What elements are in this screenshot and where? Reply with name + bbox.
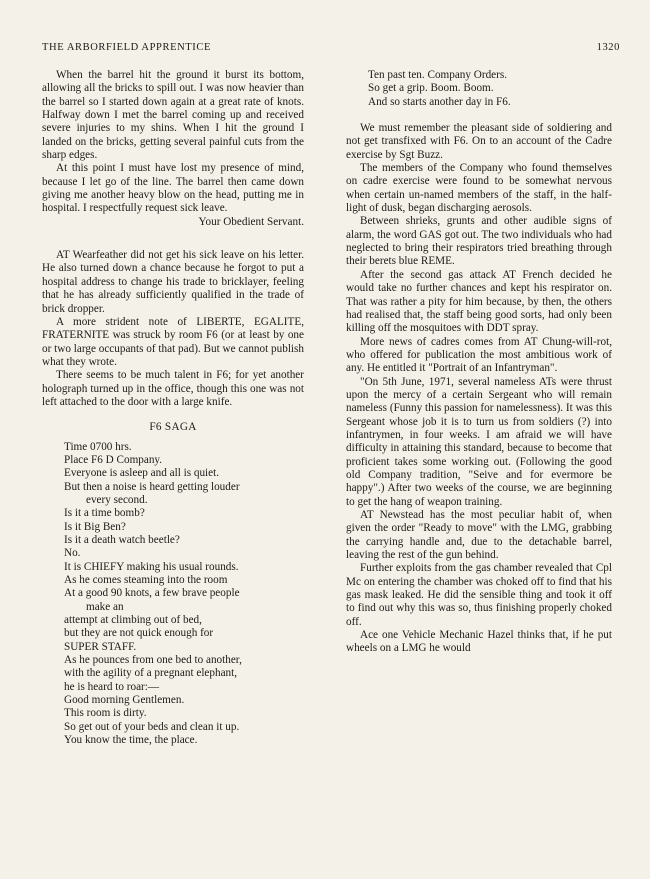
poem-line: Ten past ten. Company Orders. [368, 69, 508, 81]
paragraph: After the second gas attack AT French decided he would take no further chances and kept his respirator on. That was rather a pity for him because, by then, the others had realised that, the staff being good sorts, had only been killing off the mosquitoes with DDT spray. [346, 268, 612, 335]
signature-line: Your Obedient Servant. [198, 215, 304, 228]
poem-line: It is CHIEFY making his usual rounds. [64, 560, 239, 573]
poem-line: No. [64, 547, 81, 560]
poem-line: make an [86, 600, 124, 613]
right-column [346, 69, 612, 656]
paragraph: At this point I must have lost my presence of mind, because I let go of the line. The barrel then came down giving me another heavy blow on the head, putting me in hospital. I respectfully request sick leave. [42, 162, 304, 215]
paragraph: Ace one Vehicle Mechanic Hazel thinks that, if he put wheels on a LMG he would [346, 629, 612, 655]
poem-line: Place F6 D Company. [64, 453, 163, 466]
poem-line: but they are not quick enough for [64, 627, 214, 640]
paragraph: AT Newstead has the most peculiar habit of, when given the order "Ready to move" with the LMG, grabbing the carrying handle and, due to the detachable barrel, leaving the rest of the gun behind. [346, 509, 612, 562]
poem-line: But then a noise is heard getting louder [64, 480, 240, 493]
poem-line: Is it a death watch beetle? [64, 534, 180, 546]
poem-line: So get a grip. Boom. Boom. [368, 82, 494, 95]
poem-line: You know the time, the place. [64, 734, 198, 747]
poem-line: SUPER STAFF. [64, 640, 137, 653]
page-number: 1320 [596, 42, 620, 53]
paragraph: A more strident note of LIBERTE, EGALITE, FRATERNITE was struck by room F6 (or at least by one or two large occupants of that pad). But we cannot publish what they wrote. [42, 315, 304, 368]
poem-line: This room is dirty. [64, 707, 147, 720]
poem-line: he is heard to roar:— [64, 680, 160, 693]
poem-line: Time 0700 hrs. [64, 440, 132, 453]
poem-line: attempt at climbing out of bed, [64, 614, 202, 627]
poem-line: with the agility of a pregnant elephant, [64, 667, 238, 680]
poem-line: Is it Big Ben? [64, 520, 126, 533]
paragraph: There seems to be much talent in F6; for yet another holograph turned up in the office, though this one was not left attached to the door with a large knife. [42, 369, 304, 408]
poem-line: Is it a time bomb? [64, 507, 145, 520]
poem-continuation [368, 69, 612, 109]
page-header [42, 42, 620, 53]
poem-line: At a good 90 knots, a few brave people [64, 587, 240, 600]
publication-title: THE ARBORFIELD APPRENTICE [42, 42, 212, 53]
paragraph: "On 5th June, 1971, several nameless ATs were thrust upon the mercy of a certain Sergeant who will remain nameless (Funny this passion for namelessness). It was this Sergeant whose job it is to turn us from soldiers (?) into infantrymen, in four weeks. I am afraid we will have difficulty in attaining this standard, because to become that proficient takes some working out. (Following the good old Company tradition, "Seive and for evermore be happy".) After two weeks of the course, we are beginning to get the hang of weapon training. [346, 375, 612, 508]
poem-line: As he pounces from one bed to another, [64, 654, 242, 667]
poem-line: So get out of your beds and clean it up. [64, 720, 240, 733]
poem-line: Good morning Gentlemen. [64, 694, 185, 707]
poem-line: And so starts another day in F6. [368, 95, 511, 108]
paragraph: Further exploits from the gas chamber revealed that Cpl Mc on entering the chamber was choked off to find that his gas mask leaked. He did the sensible thing and took it off to find out why this was so, thus finishing properly choked off. [346, 562, 612, 628]
poem-line: every second. [86, 493, 148, 506]
paragraph: When the barrel hit the ground it burst its bottom, allowing all the bricks to spill out. I was now heavier than the barrel so I started down again at a great rate of knots. Halfway down I met the barrel coming up and received severe injuries to my shins. When I hit the ground I landed on the bricks, getting several painful cuts from the sharp edges. [42, 69, 304, 162]
poem [64, 441, 304, 748]
paragraph: Between shrieks, grunts and other audible signs of alarm, the word GAS got out. The two individuals who had neglected to bring their respirators tried breathing through their berets blue REME. [346, 215, 612, 268]
paragraph: More news of cadres comes from AT Chung-will-rot, who offered for publication the most ambitious work of any. He entitled it "Portrait of an Infantryman". [346, 335, 612, 375]
left-column [42, 69, 304, 748]
poem-line: Everyone is asleep and all is quiet. [64, 467, 220, 480]
poem-line: As he comes steaming into the room [64, 574, 228, 587]
paragraph: AT Wearfeather did not get his sick leave on his letter. He also turned down a chance because he forgot to put a hospital address to change his trade to bricklayer, feeling that he has already sufficiently qualified in the trade of brick dropper. [42, 249, 304, 315]
paragraph: We must remember the pleasant side of soldiering and not get transfixed with F6. On to an account of the Cadre exercise by Sgt Buzz. [346, 122, 612, 161]
saga-title: F6 SAGA [149, 421, 197, 434]
paragraph: The members of the Company who found themselves on cadre exercise were found to be somewhat nervous when certain un-named members of the staff, in the half-light of dusk, began discharging aerosols. [346, 162, 612, 215]
